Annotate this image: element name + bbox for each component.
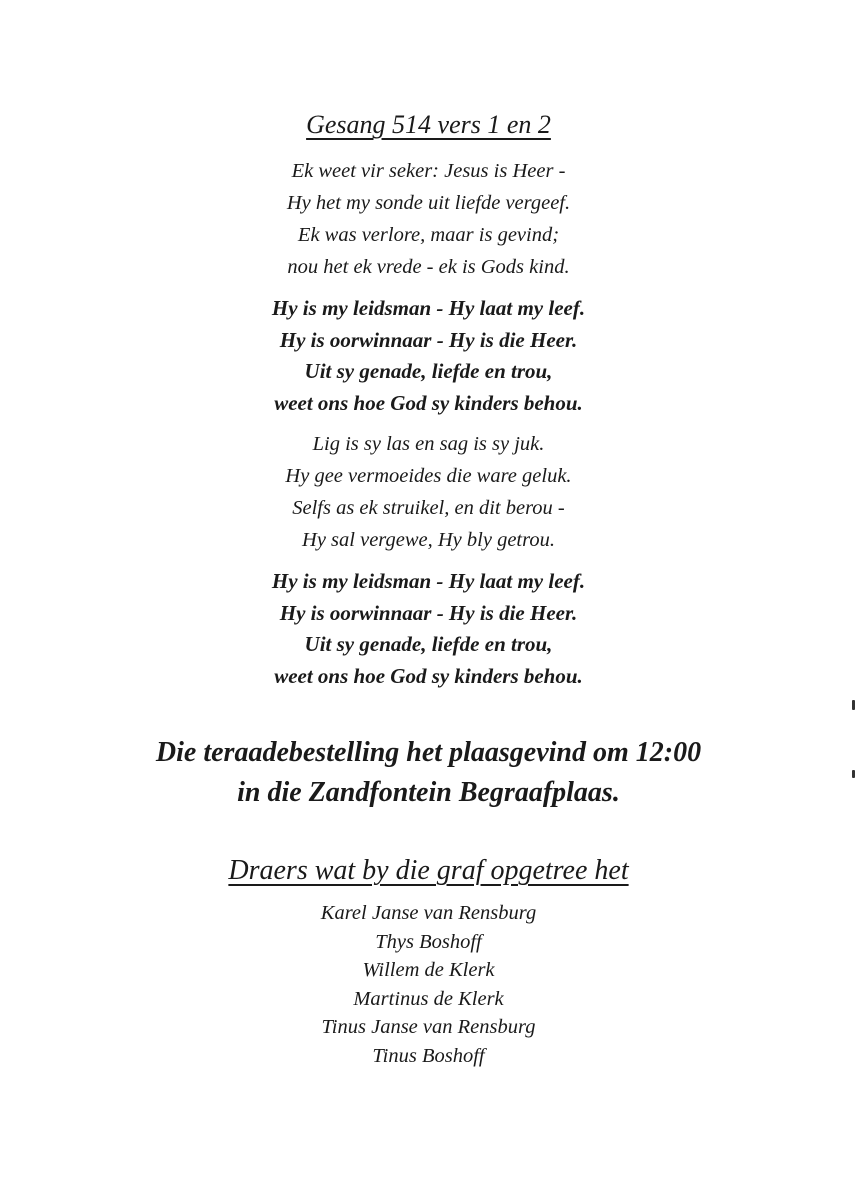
bearer-name: Karel Janse van Rensburg bbox=[320, 902, 537, 924]
verse-line: Lig is sy las en sag is sy juk. bbox=[312, 433, 545, 455]
bearer-name: Martinus de Klerk bbox=[353, 987, 504, 1010]
verse-line: Hy het my sonde uit liefde vergeef. bbox=[286, 192, 571, 214]
verse-line: Ek was verlore, maar is gevind; bbox=[297, 224, 560, 246]
chorus-line: Uit sy genade, liefde en trou, bbox=[304, 359, 553, 383]
scan-edge-mark bbox=[852, 770, 855, 778]
verse-line: Hy gee vermoeides die ware geluk. bbox=[285, 465, 572, 487]
stanza-1 bbox=[0, 155, 857, 283]
bearers-list bbox=[0, 899, 857, 1070]
chorus-line: Hy is oorwinnaar - Hy is die Heer. bbox=[279, 327, 578, 352]
verse-line: Selfs as ek struikel, en dit berou - bbox=[292, 497, 565, 519]
chorus-line: weet ons hoe God sy kinders behou. bbox=[274, 663, 583, 688]
stanza-2 bbox=[0, 428, 857, 556]
chorus-line: Hy is oorwinnaar - Hy is die Heer. bbox=[279, 600, 578, 625]
bearer-name: Thys Boshoff bbox=[375, 930, 482, 953]
burial-notice-line: in die Zandfontein Begraafplaas. bbox=[237, 777, 620, 808]
verse-line: nou het ek vrede - ek is Gods kind. bbox=[287, 256, 570, 278]
chorus-1 bbox=[0, 293, 857, 419]
bearer-name: Tinus Janse van Rensburg bbox=[321, 1016, 536, 1038]
chorus-line: Hy is my leidsman - Hy laat my leef. bbox=[271, 296, 586, 320]
burial-notice-line: Die teraadebestelling het plaasgevind om 12:00 bbox=[155, 737, 702, 768]
verse-line: Ek weet vir seker: Jesus is Heer - bbox=[291, 160, 566, 182]
scan-edge-mark bbox=[852, 700, 855, 710]
bearers-title: Draers wat by die graf opgetree het bbox=[228, 855, 629, 886]
chorus-line: Hy is my leidsman - Hy laat my leef. bbox=[271, 569, 586, 593]
bearer-name: Tinus Boshoff bbox=[372, 1044, 485, 1067]
bearer-name: Willem de Klerk bbox=[362, 959, 495, 981]
hymn-title: Gesang 514 vers 1 en 2 bbox=[306, 110, 551, 139]
chorus-line: weet ons hoe God sy kinders behou. bbox=[274, 390, 583, 415]
chorus-line: Uit sy genade, liefde en trou, bbox=[304, 632, 553, 656]
verse-line: Hy sal vergewe, Hy bly getrou. bbox=[302, 529, 555, 551]
burial-notice bbox=[0, 733, 857, 813]
chorus-2 bbox=[0, 566, 857, 692]
